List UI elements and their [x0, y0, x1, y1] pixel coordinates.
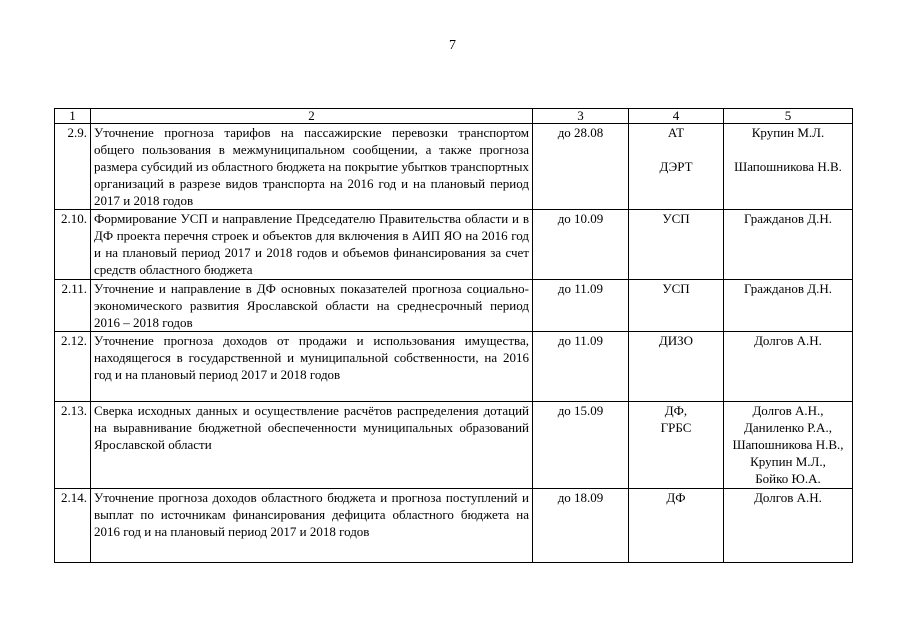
responsible-name: Долгов А.Н., — [752, 403, 824, 418]
executor-name: ДИЗО — [658, 333, 694, 348]
responsible-name: Шапошникова Н.В. — [734, 159, 842, 174]
executor-cell — [629, 402, 724, 489]
executor-name: УСП — [662, 211, 690, 226]
responsible-name: Даниленко Р.А., — [744, 420, 832, 435]
deadline-cell: до 15.09 — [533, 402, 629, 489]
column-header: 4 — [629, 109, 724, 124]
task-cell: Уточнение и направление в ДФ основных показателей прогноза социально-экономического развития Ярославской области на среднесрочный период 2016 – 2018 годов — [91, 280, 533, 332]
deadline-cell: до 11.09 — [533, 280, 629, 332]
task-cell: Уточнение прогноза тарифов на пассажирские перевозки транспортом общего пользования в межмуниципальном сообщении, а также прогноза размера субсидий из областного бюджета на покрытие убытков транспортных организаций в разрезе видов транспорта на 2016 год и на плановый период 2017 и 2018 годов — [91, 124, 533, 210]
responsible-cell — [724, 402, 853, 489]
responsible-name: Шапошникова Н.В., — [732, 437, 844, 452]
executor-cell — [629, 210, 724, 280]
responsible-name: Гражданов Д.Н. — [744, 281, 832, 296]
task-cell: Формирование УСП и направление Председателю Правительства области и в ДФ проекта перечня строек и объектов для включения в АИП ЯО на 2016 год и на плановый период 2017 и 2018 годов и объемов финансирования за счет средств областного бюджета — [91, 210, 533, 280]
table-row — [55, 280, 853, 332]
table-row — [55, 489, 853, 563]
row-number: 2.14. — [55, 489, 91, 563]
executor-cell — [629, 489, 724, 563]
executor-name: ДФ — [666, 490, 686, 505]
table-row — [55, 402, 853, 489]
executor-name: УСП — [662, 281, 690, 296]
executor-cell — [629, 124, 724, 210]
executor-name: АТ — [667, 125, 685, 140]
executor-name: ДЭРТ — [659, 159, 693, 174]
row-number: 2.11. — [55, 280, 91, 332]
column-header: 1 — [55, 109, 91, 124]
executor-cell — [629, 332, 724, 402]
responsible-name: Гражданов Д.Н. — [744, 211, 832, 226]
responsible-cell — [724, 124, 853, 210]
column-header: 2 — [91, 109, 533, 124]
responsible-cell — [724, 210, 853, 280]
responsible-cell — [724, 489, 853, 563]
deadline-cell: до 11.09 — [533, 332, 629, 402]
row-number: 2.12. — [55, 332, 91, 402]
responsible-name: Крупин М.Л. — [751, 125, 825, 140]
responsible-name: Крупин М.Л., — [750, 454, 826, 469]
row-number: 2.9. — [55, 124, 91, 210]
column-header: 3 — [533, 109, 629, 124]
executor-cell — [629, 280, 724, 332]
executor-name: ГРБС — [660, 420, 692, 435]
executor-name: ДФ, — [664, 403, 688, 418]
column-header: 5 — [724, 109, 853, 124]
responsible-name: Бойко Ю.А. — [755, 471, 821, 486]
table-row — [55, 332, 853, 402]
deadline-cell: до 10.09 — [533, 210, 629, 280]
responsible-name: Долгов А.Н. — [754, 333, 822, 348]
row-number: 2.10. — [55, 210, 91, 280]
table-row — [55, 124, 853, 210]
header-row — [55, 109, 853, 124]
plan-table — [54, 108, 853, 563]
deadline-cell: до 18.09 — [533, 489, 629, 563]
responsible-name: Долгов А.Н. — [754, 490, 822, 505]
responsible-cell — [724, 280, 853, 332]
row-number: 2.13. — [55, 402, 91, 489]
task-cell: Уточнение прогноза доходов областного бюджета и прогноза поступлений и выплат по источникам финансирования дефицита областного бюджета на 2016 год и на плановый период 2017 и 2018 годов — [91, 489, 533, 563]
task-cell: Сверка исходных данных и осуществление расчётов распределения дотаций на выравнивание бюджетной обеспеченности муниципальных образований Ярославской области — [91, 402, 533, 489]
responsible-cell — [724, 332, 853, 402]
page-number: 7 — [449, 38, 456, 53]
task-cell: Уточнение прогноза доходов от продажи и использования имущества, находящегося в государственной и муниципальной собственности, на 2016 год и на плановый период 2017 и 2018 годов — [91, 332, 533, 402]
deadline-cell: до 28.08 — [533, 124, 629, 210]
table-row — [55, 210, 853, 280]
